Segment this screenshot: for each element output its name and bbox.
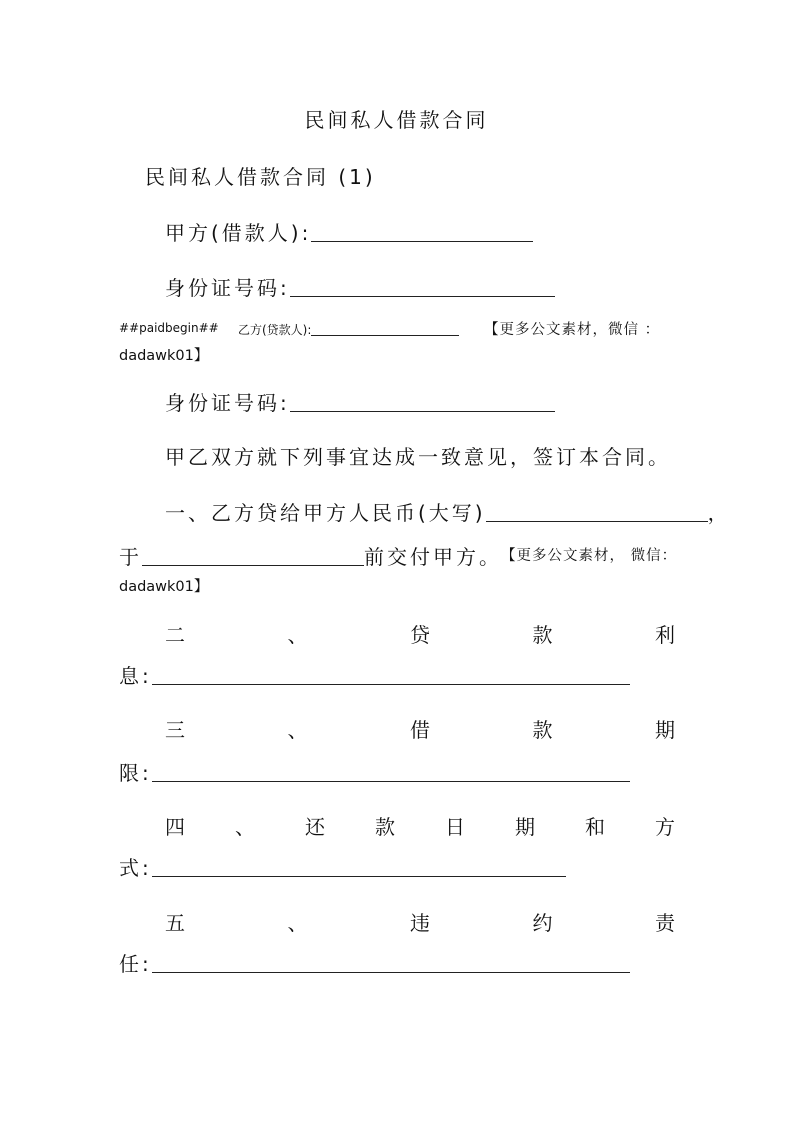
agreement-text: 甲乙双方就下列事宜达成一致意见，签订本合同。 <box>165 445 671 469</box>
clause-3-char: 款 <box>532 718 553 742</box>
clause-1-text: 一、乙方贷给甲方人民币(大写) <box>165 501 486 525</box>
clause-3-tail: 限: <box>119 761 152 785</box>
clause-3-blank <box>152 761 630 782</box>
party-a-blank <box>311 221 533 242</box>
clause-4-char: 还 <box>305 815 325 839</box>
clause-1-line <box>165 497 731 526</box>
party-a-id-blank <box>290 276 555 297</box>
clause-5-char: 、 <box>287 911 308 935</box>
party-b-id-line <box>165 387 555 416</box>
clause-2-line <box>119 660 630 689</box>
clause-4-char: 四 <box>165 815 185 839</box>
party-b-id-blank <box>290 391 555 412</box>
clause-1-continued <box>119 541 502 570</box>
clause-5-blank <box>152 952 630 973</box>
clause-5-char: 违 <box>410 911 430 935</box>
clause-2-tail: 息: <box>119 664 152 688</box>
clause-2-blank <box>152 664 630 685</box>
party-b-line <box>238 321 459 338</box>
clause-2-char: 二 <box>165 623 185 647</box>
promo-note: 【更多公文素材，微信 ： <box>484 322 661 338</box>
clause-5-heading <box>165 907 675 936</box>
clause-2-char: 贷 <box>410 623 430 647</box>
clause-1-prefix: 于 <box>119 545 142 569</box>
document-title: 民间私人借款合同 <box>304 108 489 132</box>
clause-3-char: 、 <box>287 718 308 742</box>
clause-5-tail: 任: <box>119 952 152 976</box>
clause-5-char: 责 <box>655 911 675 935</box>
promo-note-2: 【更多公文素材， 微信： <box>501 548 678 564</box>
clause-4-char: 款 <box>375 815 395 839</box>
clause-2-heading <box>165 619 675 648</box>
clause-4-tail: 式: <box>119 856 152 880</box>
clause-5-line <box>119 948 630 977</box>
party-a-id-label: 身份证号码: <box>165 276 290 300</box>
paid-marker: ##paidbegin## <box>119 321 219 335</box>
clause-4-heading <box>165 811 675 840</box>
party-a-id-line <box>165 272 555 301</box>
party-b-id-label: 身份证号码: <box>165 391 290 415</box>
party-b-blank <box>311 323 459 336</box>
clause-1-amount-blank <box>486 501 708 522</box>
clause-1-date-blank <box>142 545 364 566</box>
clause-5-char: 约 <box>532 911 553 935</box>
clause-3-char: 三 <box>165 718 185 742</box>
party-b-label: 乙方(贷款人): <box>238 323 312 337</box>
promo-id-2: dadawk01】 <box>119 579 209 595</box>
clause-3-char: 借 <box>410 718 430 742</box>
clause-1-comma: ， <box>707 501 731 525</box>
clause-2-char: 款 <box>532 623 553 647</box>
clause-4-line <box>119 852 566 881</box>
clause-1-suffix: 前交付甲方。 <box>364 545 502 569</box>
clause-2-char: 利 <box>655 623 675 647</box>
clause-4-char: 日 <box>445 815 465 839</box>
clause-4-char: 期 <box>515 815 535 839</box>
clause-4-char: 、 <box>235 815 255 839</box>
clause-4-blank <box>152 856 566 877</box>
clause-3-line <box>119 757 630 786</box>
contract-subtitle: 民间私人借款合同 (1) <box>145 165 376 189</box>
clause-3-heading <box>165 714 675 743</box>
clause-5-char: 五 <box>165 911 185 935</box>
clause-3-char: 期 <box>655 718 675 742</box>
clause-2-char: 、 <box>287 623 308 647</box>
promo-id: dadawk01】 <box>119 348 209 364</box>
party-a-line <box>165 217 533 246</box>
clause-4-char: 方 <box>655 815 675 839</box>
clause-4-char: 和 <box>585 815 605 839</box>
party-a-label: 甲方(借款人): <box>165 221 312 245</box>
